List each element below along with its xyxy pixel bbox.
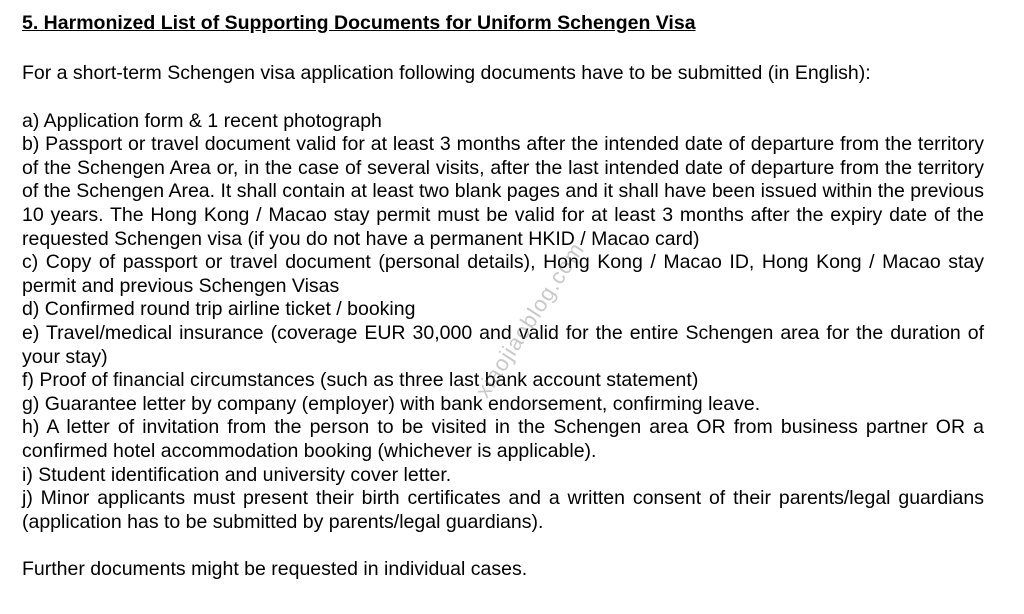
closing-note: Further documents might be requested in individual cases. [22,558,528,581]
section-heading: 5. Harmonized List of Supporting Documents for Uniform Schengen Visa [22,12,696,34]
document-page [22,10,984,582]
list-item-g: g) Guarantee letter by company (employer) with bank endorsement, confirming leave. [22,392,761,415]
list-item-a: a) Application form & 1 recent photograph [22,109,382,132]
list-item-c: c) Copy of passport or travel document (personal details), Hong Kong / Macao ID, Hong Kong / Macao stay permit and previous Schengen Visas [22,251,984,297]
list-item-d: d) Confirmed round trip airline ticket / booking [22,298,416,321]
list-item-i: i) Student identification and university cover letter. [22,463,452,486]
list-item-j: j) Minor applicants must present their birth certificates and a written consent of their parents/legal guardians (application has to be submitted by parents/legal guardians). [22,487,984,533]
list-item-h: h) A letter of invitation from the person to be visited in the Schengen area OR from business partner OR a confirmed hotel accommodation booking (whichever is applicable). [22,416,984,462]
watermark-text: xiaojiaoblog.com [470,237,590,402]
list-item-b: b) Passport or travel document valid for at least 3 months after the intended date of departure from the territory of the Schengen Area or, in the case of several visits, after the last intended date of departure from the territory of the Schengen Area. It shall contain at least two blank pages and it shall have been issued within the previous 10 years. The Hong Kong / Macao stay permit must be valid for at least 3 months after the expiry date of the requested Schengen visa (if you do not have a permanent HKID / Macao card) [22,133,984,250]
intro-paragraph: For a short-term Schengen visa application following documents have to be submitted (in English): [22,62,871,84]
documents-list [22,110,984,535]
list-item-e: e) Travel/medical insurance (coverage EUR 30,000 and valid for the entire Schengen area for the duration of your stay) [22,321,984,368]
list-item-f: f) Proof of financial circumstances (such as three last bank account statement) [22,369,699,392]
